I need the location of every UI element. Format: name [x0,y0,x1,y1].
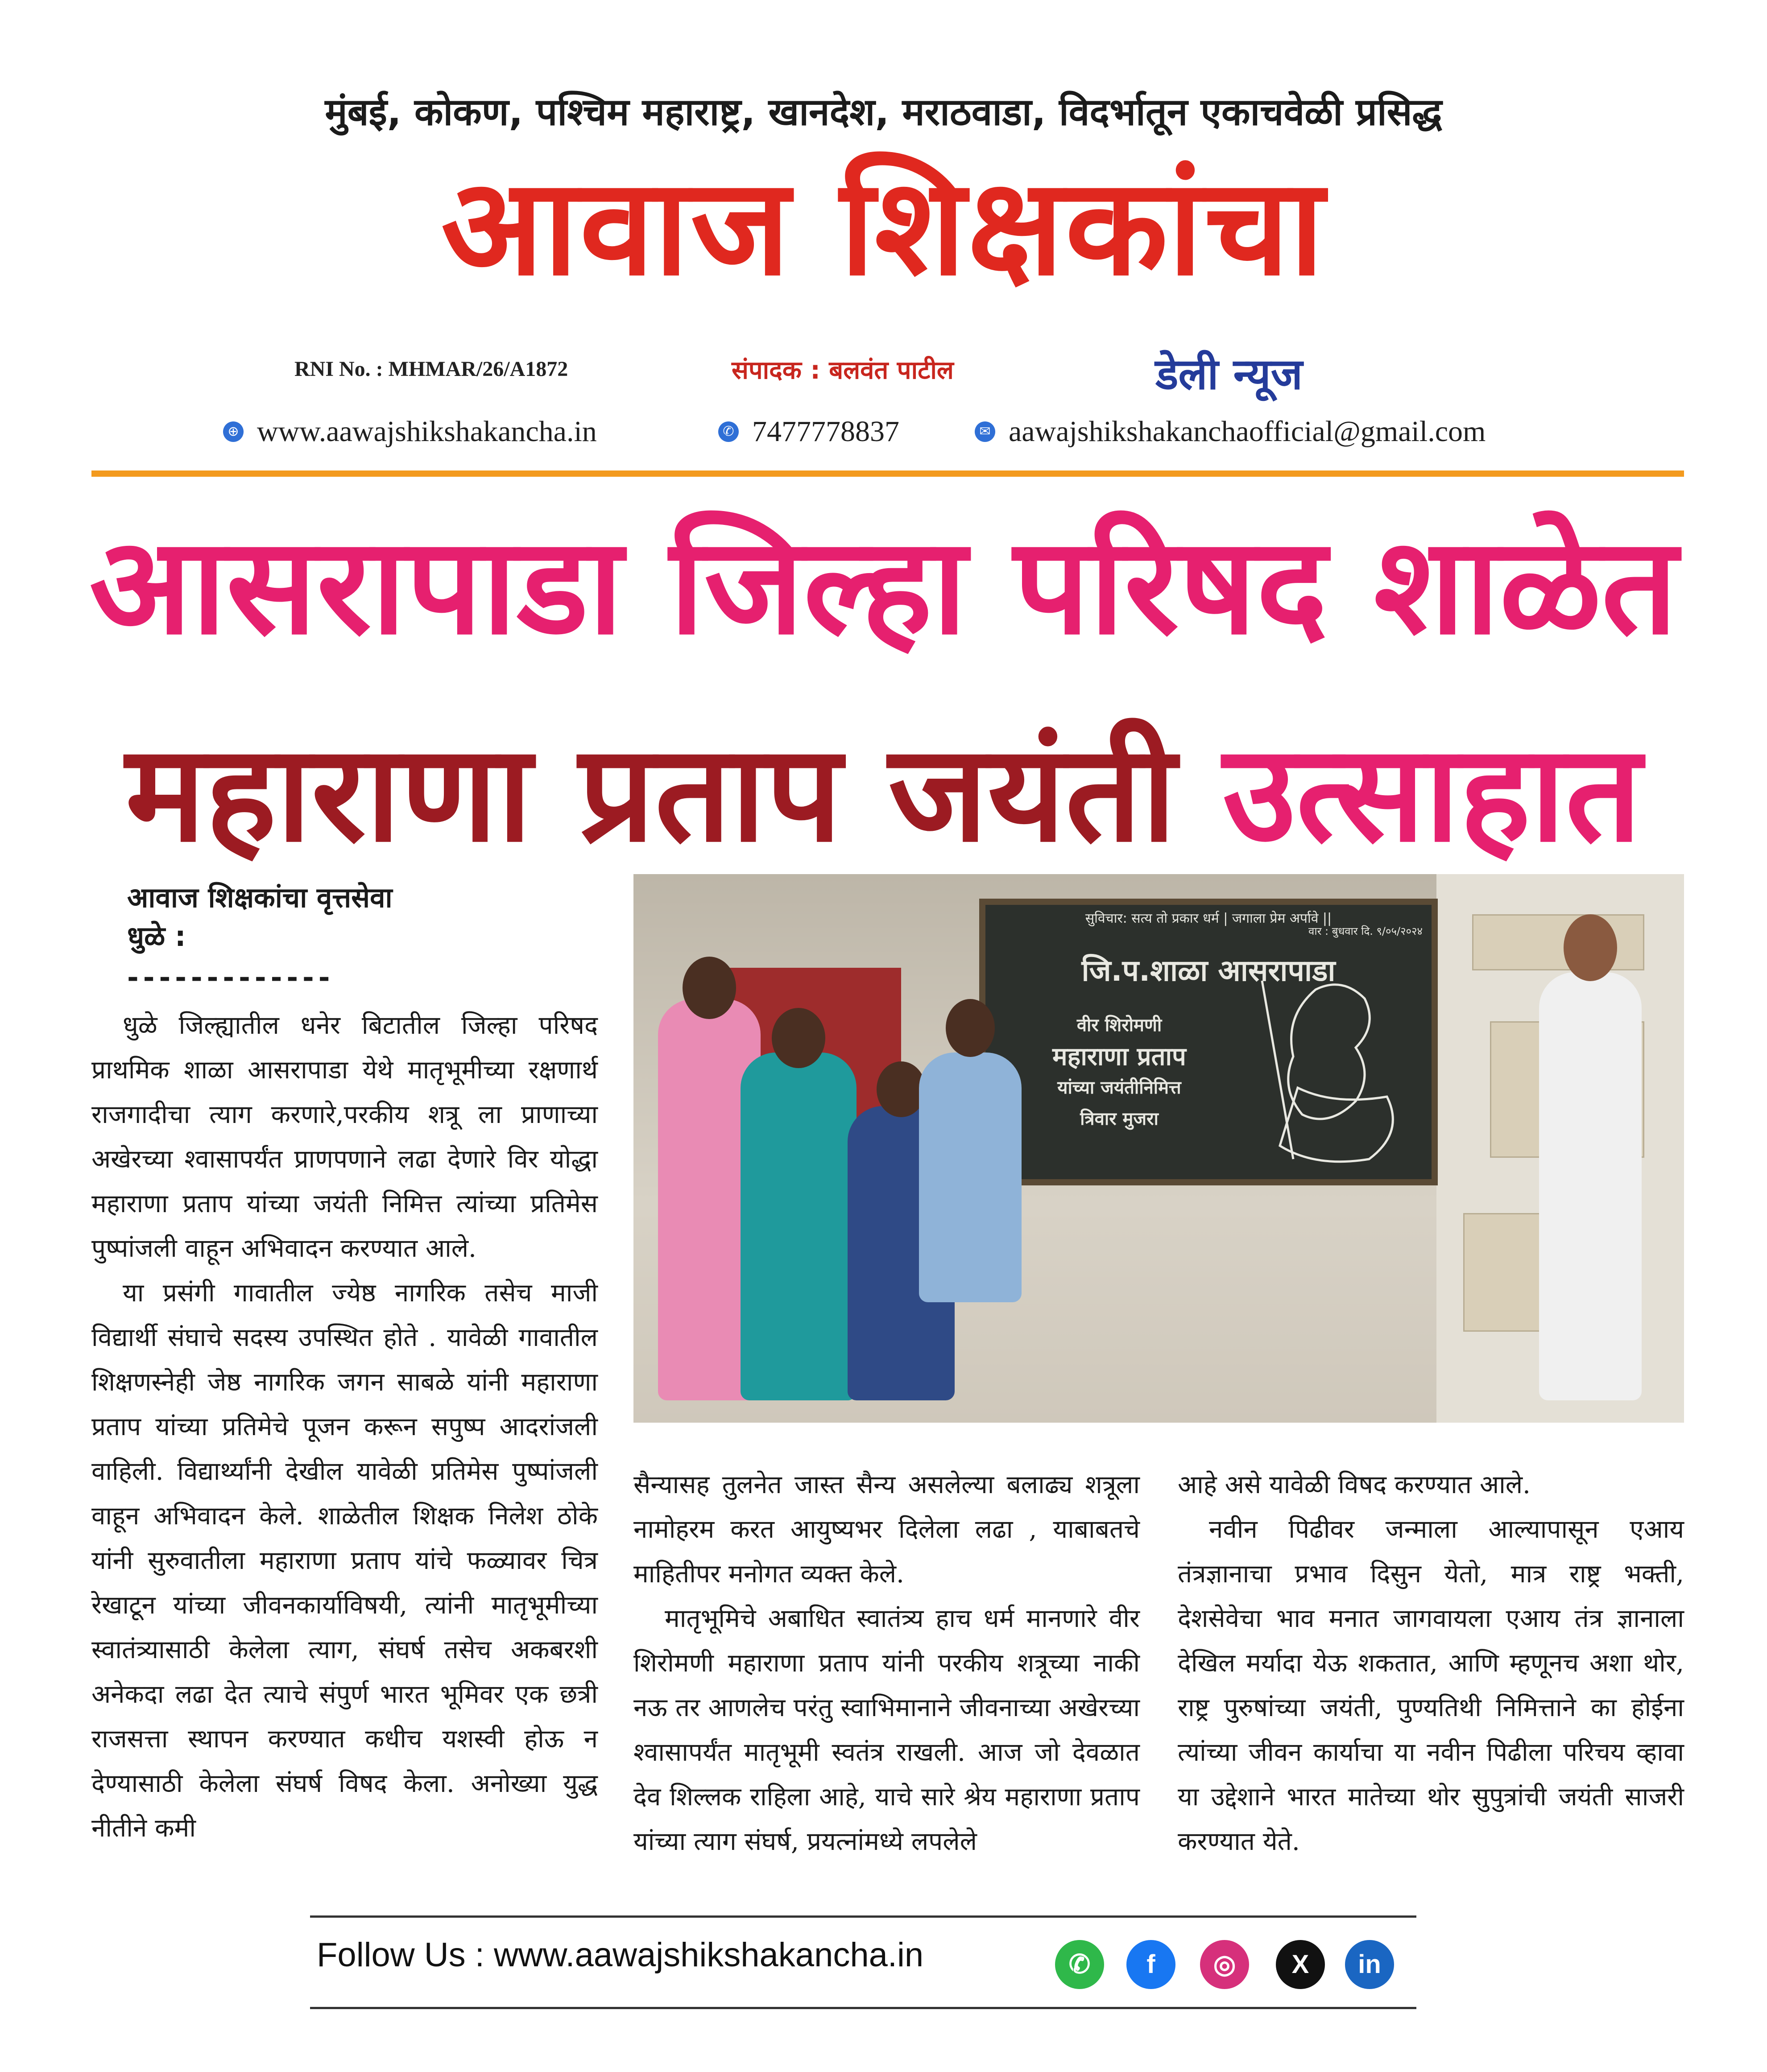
article-paragraph: सैन्यासह तुलनेत जास्त सैन्य असलेल्या बलाढ्य शत्रूला नामोहरम करत आयुष्यभर दिलेला लढा , याबाबतचे माहितीपर मनोगत व्यक्त केले. [633,1470,1140,1589]
article-column-3 [1178,1463,1684,1864]
board-thought: सुविचार: सत्य तो प्रकार धर्म | जगाला प्रेम अर्पावे || [1085,911,1332,926]
footer-divider-top [310,1915,1416,1918]
article-paragraph: धुळे जिल्ह्यातील धनेर बिटातील जिल्हा परिषद प्राथमिक शाळा आसरापाडा येथे मातृभूमीच्या रक्षणार्थ राजगादीचा त्याग करणारे,परकीय शत्रू ला प्राणाच्या अखेरच्या श्वासापर्यंत प्राणपणाने लढा देणारे विर योद्धा महाराणा प्रताप यांच्या जयंती निमित्त त्यांच्या प्रतिमेस पुष्पांजली वाहून अभिवादन करण्यात आले. [91,1011,598,1263]
email-contact[interactable] [975,415,1486,449]
elder-citizen [919,1053,1022,1302]
whatsapp-icon[interactable]: ✆ [1055,1940,1104,1989]
maharana-pratap-drawing [1244,972,1423,1164]
board-line-4: त्रिवार मुजरा [1080,1109,1159,1129]
article-paragraph: मातृभूमिचे अबाधित स्वातंत्र्य हाच धर्म मानणारे वीर शिरोमणी महाराणा प्रताप यांनी परकीय शत्रूच्या नाकी नऊ तर आणलेच परंतु स्वाभिमानाने जीवनाच्या अखेरच्या श्वासापर्यंत मातृभूमी स्वतंत्र राखली. आज जो देवळात देव शिल्लक राहिला आहे, याचे सारे श्रेय महाराणा प्रताप यांच्या त्याग संघर्ष, प्रयत्नांमध्ये लपलेले [633,1604,1140,1856]
event-photo [633,874,1684,1423]
article-paragraph: नवीन पिढीवर जन्माला आल्यापासून एआय तंत्रज्ञानाचा प्रभाव दिसुन येतो, मात्र राष्ट्र भक्ती, देशसेवेचा भाव मनात जागवायला एआय तंत्र ज्ञानाला देखिल मर्यादा येऊ शकतात, आणि म्हणूनच अशा थोर, राष्ट्र पुरुषांच्या जयंती, पुण्यतिथी निमित्ताने का होईना त्यांच्या जीवन कार्याचा या नवीन पिढीला परिचय व्हावा या उद्देशाने भारत मातेच्या थोर सुपुत्रांची जयंती साजरी करण्यात येते. [1178,1515,1684,1856]
article-column-1 [91,1003,598,1851]
teacher-standing [1539,972,1642,1400]
phone-text: 7477778837 [752,415,899,448]
instagram-icon[interactable]: ◎ [1200,1940,1249,1989]
news-source: आवाज शिक्षकांचा वृत्तसेवा [127,881,393,914]
article-paragraph: आहे असे यावेळी विषद करण्यात आले. [1178,1470,1531,1499]
mail-icon: ✉ [975,421,995,442]
masthead-tagline: मुंबई, कोकण, पश्चिम महाराष्ट्र, खानदेश, मराठवाडा, विदर्भातून एकाचवेळी प्रसिद्ध [325,90,1442,134]
editor-name: संपादक : बलवंत पाटील [732,356,954,385]
website-contact[interactable] [223,415,597,449]
globe-icon: ⊕ [223,421,244,442]
article-column-2 [633,1463,1140,1864]
footer-divider-bottom [310,2007,1416,2009]
blackboard [979,899,1438,1185]
phone-contact[interactable] [718,415,899,449]
masthead-divider [91,471,1684,477]
board-line-1: वीर शिरोमणी [1076,1015,1162,1036]
facebook-icon[interactable]: f [1126,1940,1175,1989]
article-paragraph: या प्रसंगी गावातील ज्येष्ठ नागरिक तसेच माजी विद्यार्थी संघाचे सदस्य उपस्थित होते . यावेळी गावातील शिक्षणस्नेही जेष्ठ नागरिक जगन साबळे यांनी महाराणा प्रताप यांच्या प्रतिमेचे पूजन करून सपुष्प आदरांजली वाहिली. विद्यार्थ्यांनी देखील यावेळी प्रतिमेस पुष्पांजली वाहून अभिवादन केले. शाळेतील शिक्षक निलेश ठोके यांनी सुरुवातीला महाराणा प्रताप यांचे फळ्यावर चित्र रेखाटून यांच्या जीवनकार्याविषयी, त्यांनी मातृभूमीच्या स्वातंत्र्यासाठी केलेला त्याग, संघर्ष तसेच अकबरशी अनेकदा लढा देत त्याचे संपुर्ण भारत भूमिवर एक छत्री राजसत्ता स्थापन करण्यात कधीच यशस्वी होऊ न देण्यासाठी केलेला संघर्ष विषद केला. अनोख्या युद्ध नीतीने कमी [91,1279,598,1843]
x-icon[interactable]: X [1276,1940,1325,1989]
board-school: जि.प.शाळा आसरापाडा [1081,953,1336,988]
linkedin-icon[interactable]: in [1345,1940,1394,1989]
headline-line-2 [0,716,1767,871]
rni-number: RNI No. : MHMAR/26/A1872 [294,357,568,381]
board-date: वार : बुधवार दि. ९/०५/२०२४ [1308,925,1423,937]
headline-line-2-main: महाराणा प्रताप जयंती [125,716,1176,871]
byline [127,879,393,956]
board-line-3: यांच्या जयंतीनिमित्त [1057,1077,1181,1098]
student-teal-dress [741,1053,857,1400]
newspaper-title: आवाज शिक्षकांचा [441,149,1326,305]
board-line-2: महाराणा प्रताप [1052,1042,1186,1071]
website-text: www.aawajshikshakancha.in [257,415,597,448]
dateline: धुळे : [127,920,186,953]
byline-separator: ------------- [127,961,335,994]
email-text: aawajshikshakanchaofficial@gmail.com [1009,415,1486,448]
headline-line-2-accent: उत्साहात [1223,716,1642,871]
headline-line-1: आसरापाडा जिल्हा परिषद शाळेत [89,508,1678,664]
follow-us-link[interactable]: Follow Us : www.aawajshikshakancha.in [317,1936,924,1974]
edition-label: डेली न्यूज [1155,349,1303,399]
phone-icon: ✆ [718,421,739,442]
